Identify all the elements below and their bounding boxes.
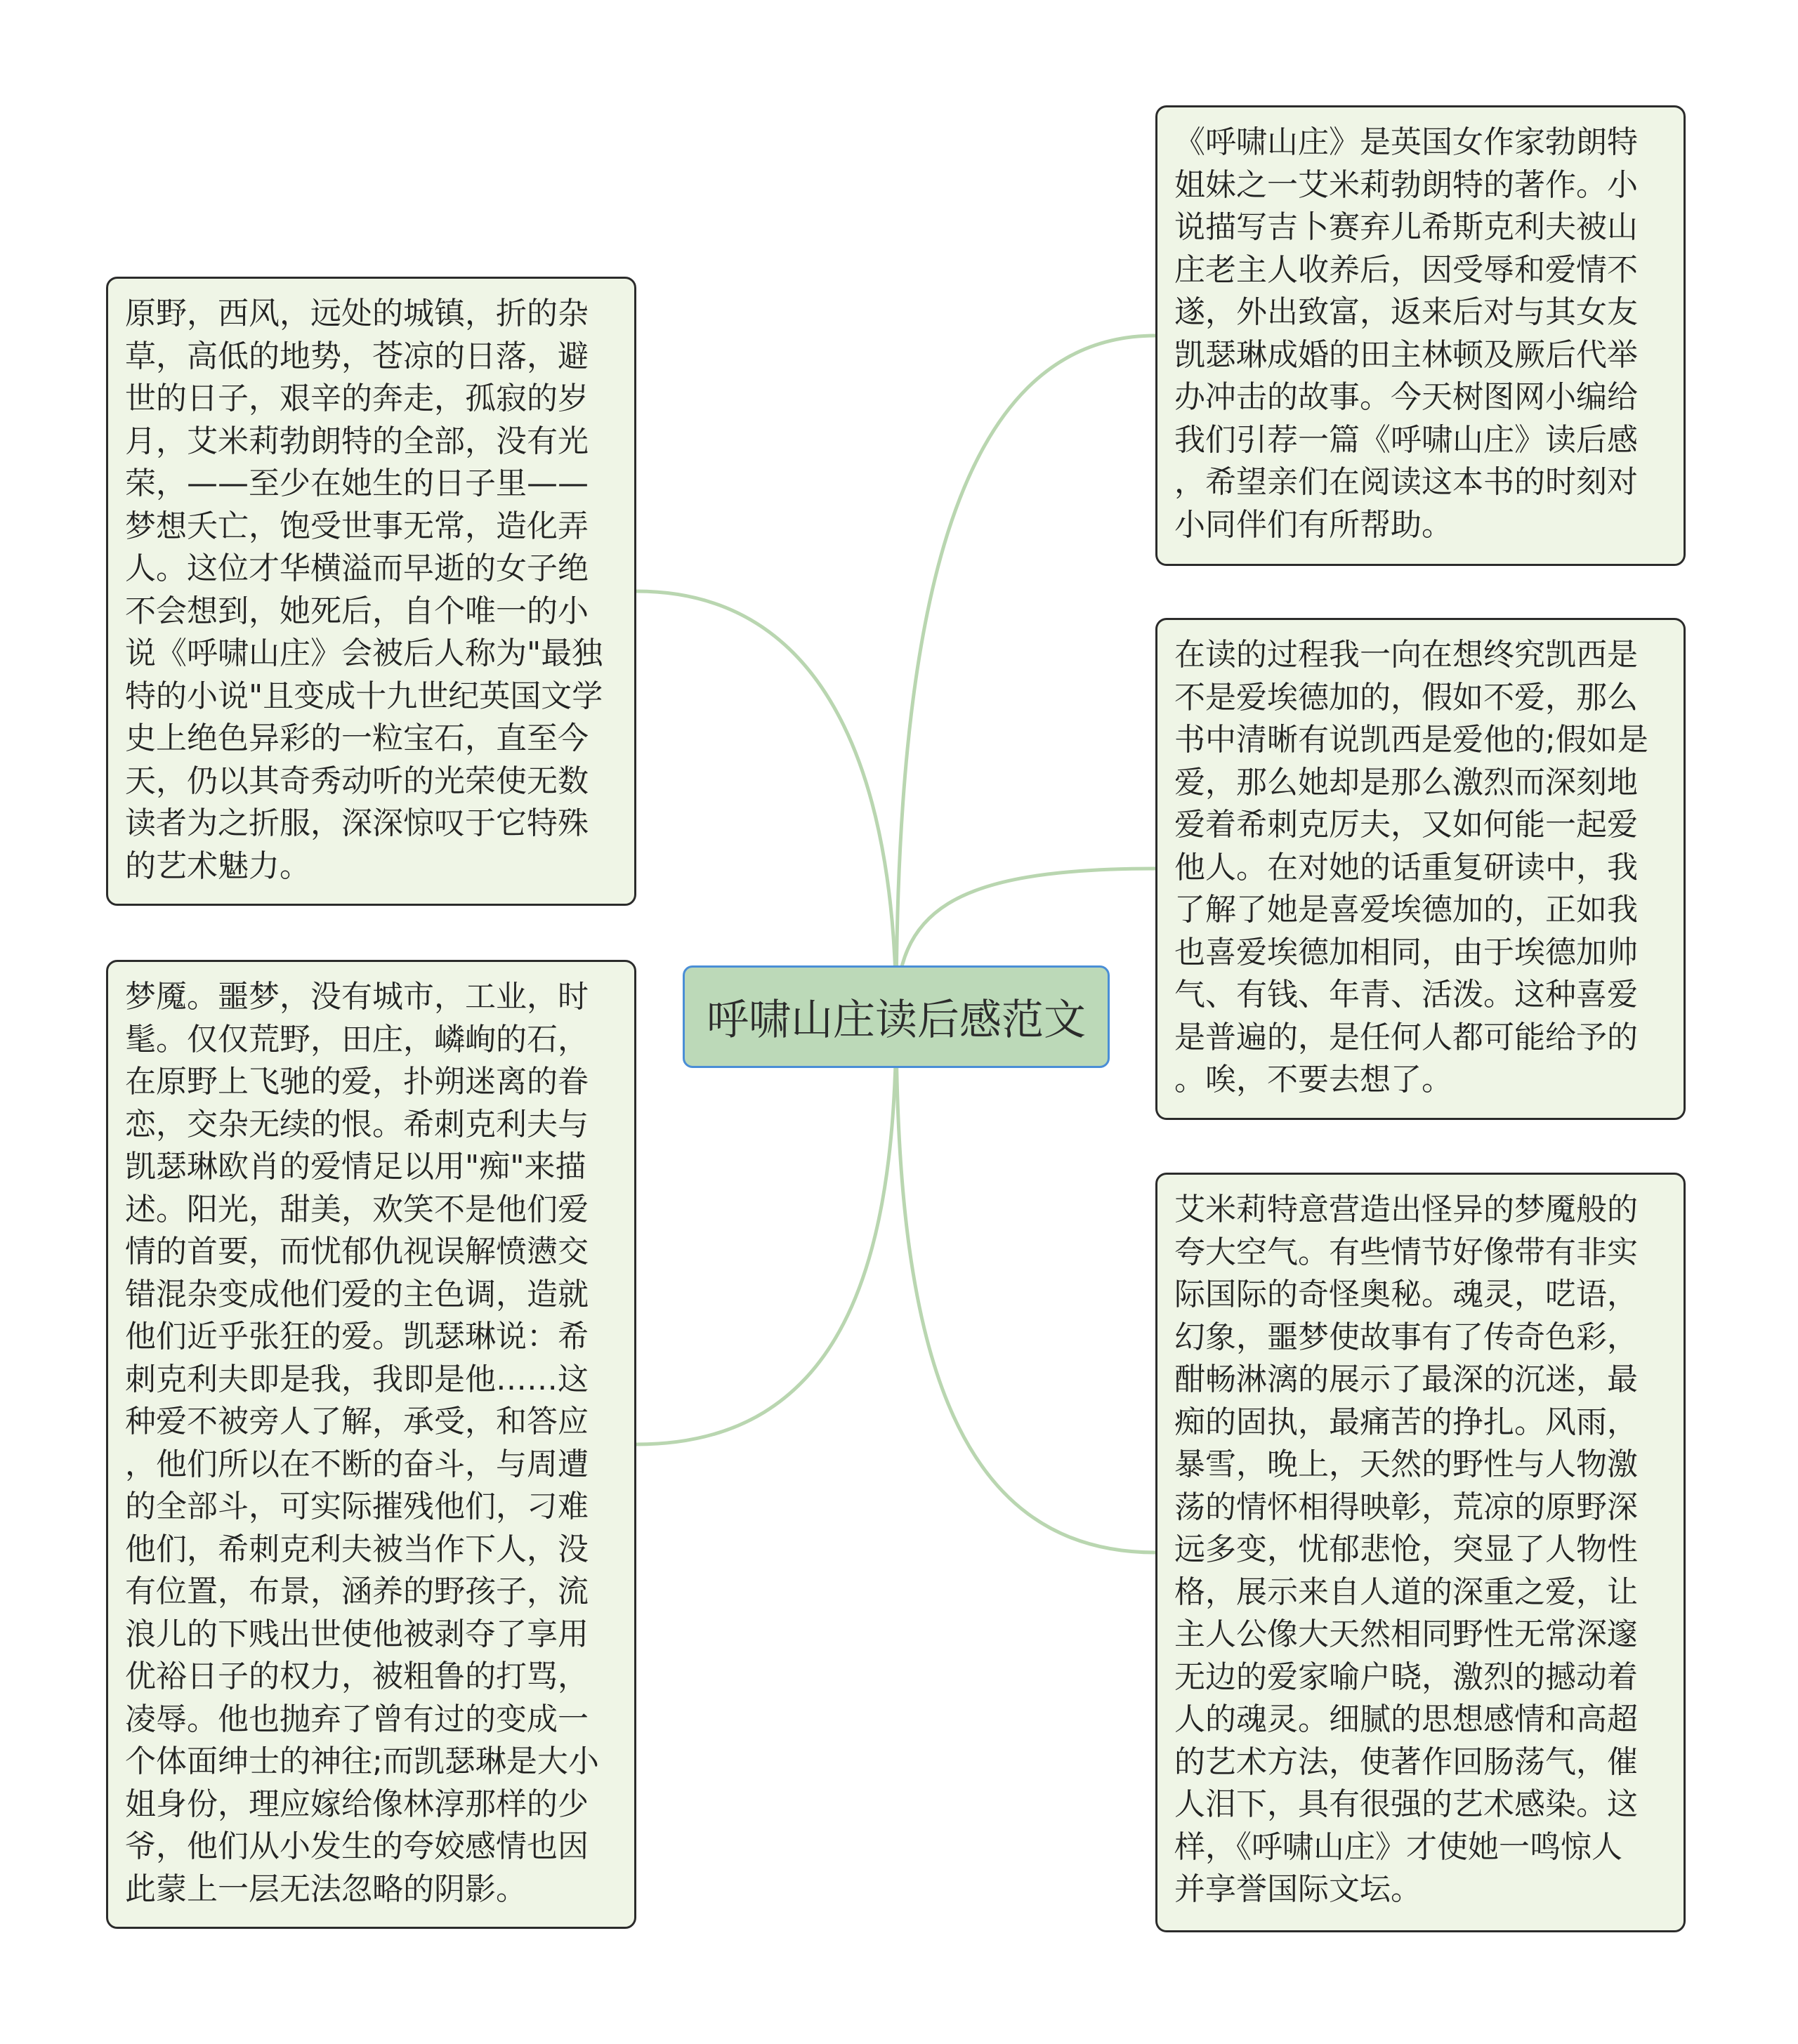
- topic-node-right-3[interactable]: 艾米莉特意营造出怪异的梦魇般的 夸大空气。有些情节好像带有非实 际国际的奇怪奥秘。魂灵，呓语， 幻象，噩梦使故事有了传奇色彩， 酣畅淋漓的展示了最深的沉迷，最 痴的固执，最痛苦的挣扎。风雨， 暴雪，晚上，天然的野性与人物激 荡的情怀相得映彰，荒凉的原野深 远多变，忧郁悲怆，突显了人物性 格，展示来自人道的深重之爱，让 主人公像大天然相同野性无常深邃 无边的爱家喻户晓，激烈的撼动着 人的魂灵。细腻的思想感情和高超 的艺术方法，使著作回肠荡气，催 人泪下，具有很强的艺术感染。这 样，《呼啸山庄》才使她一鸣惊人 并享誉国际文坛。: [1155, 1173, 1686, 1932]
- topic-node-left-2[interactable]: 梦魇。噩梦，没有城市，工业，时 髦。仅仅荒野，田庄，嶙峋的石， 在原野上飞驰的爱，扑朔迷离的眷 恋，交杂无续的恨。希刺克利夫与 凯瑟琳欧肖的爱情足以用"痴"来描 述。阳光，甜美，欢笑不是他们爱 情的首要，而忧郁仇视误解愤懑交 错混杂变成他们爱的主色调，造就 他们近乎张狂的爱。凯瑟琳说：希 刺克利夫即是我，我即是他……这 种爱不被旁人了解，承受，和答应 ，他们所以在不断的奋斗，与周遭 的全部斗，可实际摧残他们，刁难 他们，希刺克利夫被当作下人，没 有位置，布景，涵养的野孩子，流 浪儿的下贱出世使他被剥夺了享用 优裕日子的权力，被粗鲁的打骂， 凌辱。他也抛弃了曾有过的变成一 个体面绅士的神往;而凯瑟琳是大小 姐身份，理应嫁给像林淳那样的少 爷，他们从小发生的夸姣感情也因 此蒙上一层无法忽略的阴影。: [106, 960, 636, 1929]
- link-left-2: [636, 1017, 896, 1444]
- link-left-1: [636, 591, 896, 1017]
- central-topic[interactable]: 呼啸山庄读后感范文: [683, 965, 1110, 1068]
- topic-node-right-2[interactable]: 在读的过程我一向在想终究凯西是 不是爱埃德加的，假如不爱，那么 书中清晰有说凯西是爱他的;假如是 爱，那么她却是那么激烈而深刻地 爱着希刺克厉夫，又如何能一起爱 他人。在对她的话重复研读中，我 了解了她是喜爱埃德加的，正如我 也喜爱埃德加相同，由于埃德加帅 气、有钱、年青、活泼。这种喜爱 是普遍的，是任何人都可能给予的 。唉，不要去想了。: [1155, 618, 1686, 1120]
- topic-node-left-1[interactable]: 原野，西风，远处的城镇，折的杂 草，高低的地势，苍凉的日落，避 世的日子，艰辛的奔走，孤寂的岁 月，艾米莉勃朗特的全部，没有光 荣，——至少在她生的日子里—— 梦想夭亡，饱受世事无常，造化弄 人。这位才华横溢而早逝的女子绝 不会想到，她死后，自个唯一的小 说《呼啸山庄》会被后人称为"最独 特的小说"且变成十九世纪英国文学 史上绝色异彩的一粒宝石，直至今 天，仍以其奇秀动听的光荣使无数 读者为之折服，深深惊叹于它特殊 的艺术魅力。: [106, 277, 636, 906]
- topic-node-right-1[interactable]: 《呼啸山庄》是英国女作家勃朗特 姐妹之一艾米莉勃朗特的著作。小 说描写吉卜赛弃儿希斯克利夫被山 庄老主人收养后，因受辱和爱情不 遂，外出致富，返来后对与其女友 凯瑟琳成婚的田主林顿及厥后代举 办冲击的故事。今天树图网小编给 我们引荐一篇《呼啸山庄》读后感 ，希望亲们在阅读这本书的时刻对 小同伴们有所帮助。: [1155, 105, 1686, 566]
- link-right-3: [896, 1017, 1155, 1552]
